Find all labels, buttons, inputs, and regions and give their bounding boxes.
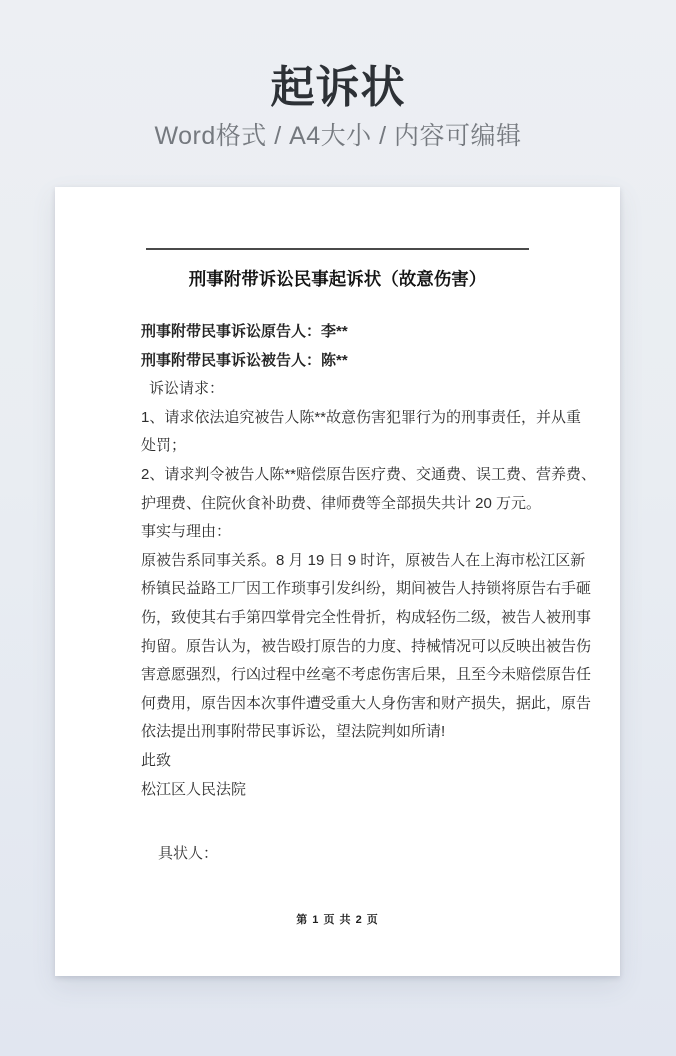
template-title: 起诉状 <box>270 63 406 112</box>
document-line: 松江区人民法院 <box>141 780 247 798</box>
template-subtitle: Word格式 / A4大小 / 内容可编辑 <box>154 122 522 150</box>
document-line: 诉讼请求： <box>149 380 225 398</box>
document-body <box>141 318 597 868</box>
document-line: 伤，致使其右手第四掌骨完全性骨折，构成轻伤二级，被告人被刑事 <box>141 608 592 626</box>
document-line: 具状人： <box>158 844 219 862</box>
document-line: 事实与理由： <box>141 523 232 541</box>
document-line: 何费用，原告因本次事件遭受重大人身伤害和财产损失，据此，原告 <box>141 694 592 712</box>
blank-line <box>141 804 551 833</box>
title-separator-line <box>146 248 529 250</box>
document-line: 处罚； <box>141 437 187 455</box>
document-line: 害意愿强烈，行凶过程中丝毫不考虑伤害后果，且至今未赔偿原告任 <box>141 666 592 684</box>
document-line: 2、请求判令被告人陈**赔偿原告医疗费、交通费、误工费、营养费、 <box>141 465 597 483</box>
document-line: 护理费、住院伙食补助费、律师费等全部损失共计 20 万元。 <box>141 494 542 512</box>
document-title: 刑事附带诉讼民事起诉状（故意伤害） <box>188 269 487 289</box>
document-line: 拘留。原告认为，被告殴打原告的力度、持械情况可以反映出被告伤 <box>141 637 592 655</box>
document-page <box>55 187 620 976</box>
document-line: 此致 <box>141 751 172 769</box>
document-line: 刑事附带民事诉讼被告人：陈** <box>141 351 348 369</box>
document-line: 桥镇民益路工厂因工作琐事引发纠纷，期间被告人持锁将原告右手砸 <box>141 580 592 598</box>
page-number: 第 1 页 共 2 页 <box>296 914 379 926</box>
document-line: 原被告系同事关系。8 月 19 日 9 时许，原被告人在上海市松江区新 <box>141 551 586 569</box>
document-line: 刑事附带民事诉讼原告人：李** <box>141 323 348 340</box>
document-line: 依法提出刑事附带民事诉讼，望法院判如所请! <box>141 723 446 741</box>
document-line: 1、请求依法追究被告人陈**故意伤害犯罪行为的刑事责任，并从重 <box>141 408 582 426</box>
